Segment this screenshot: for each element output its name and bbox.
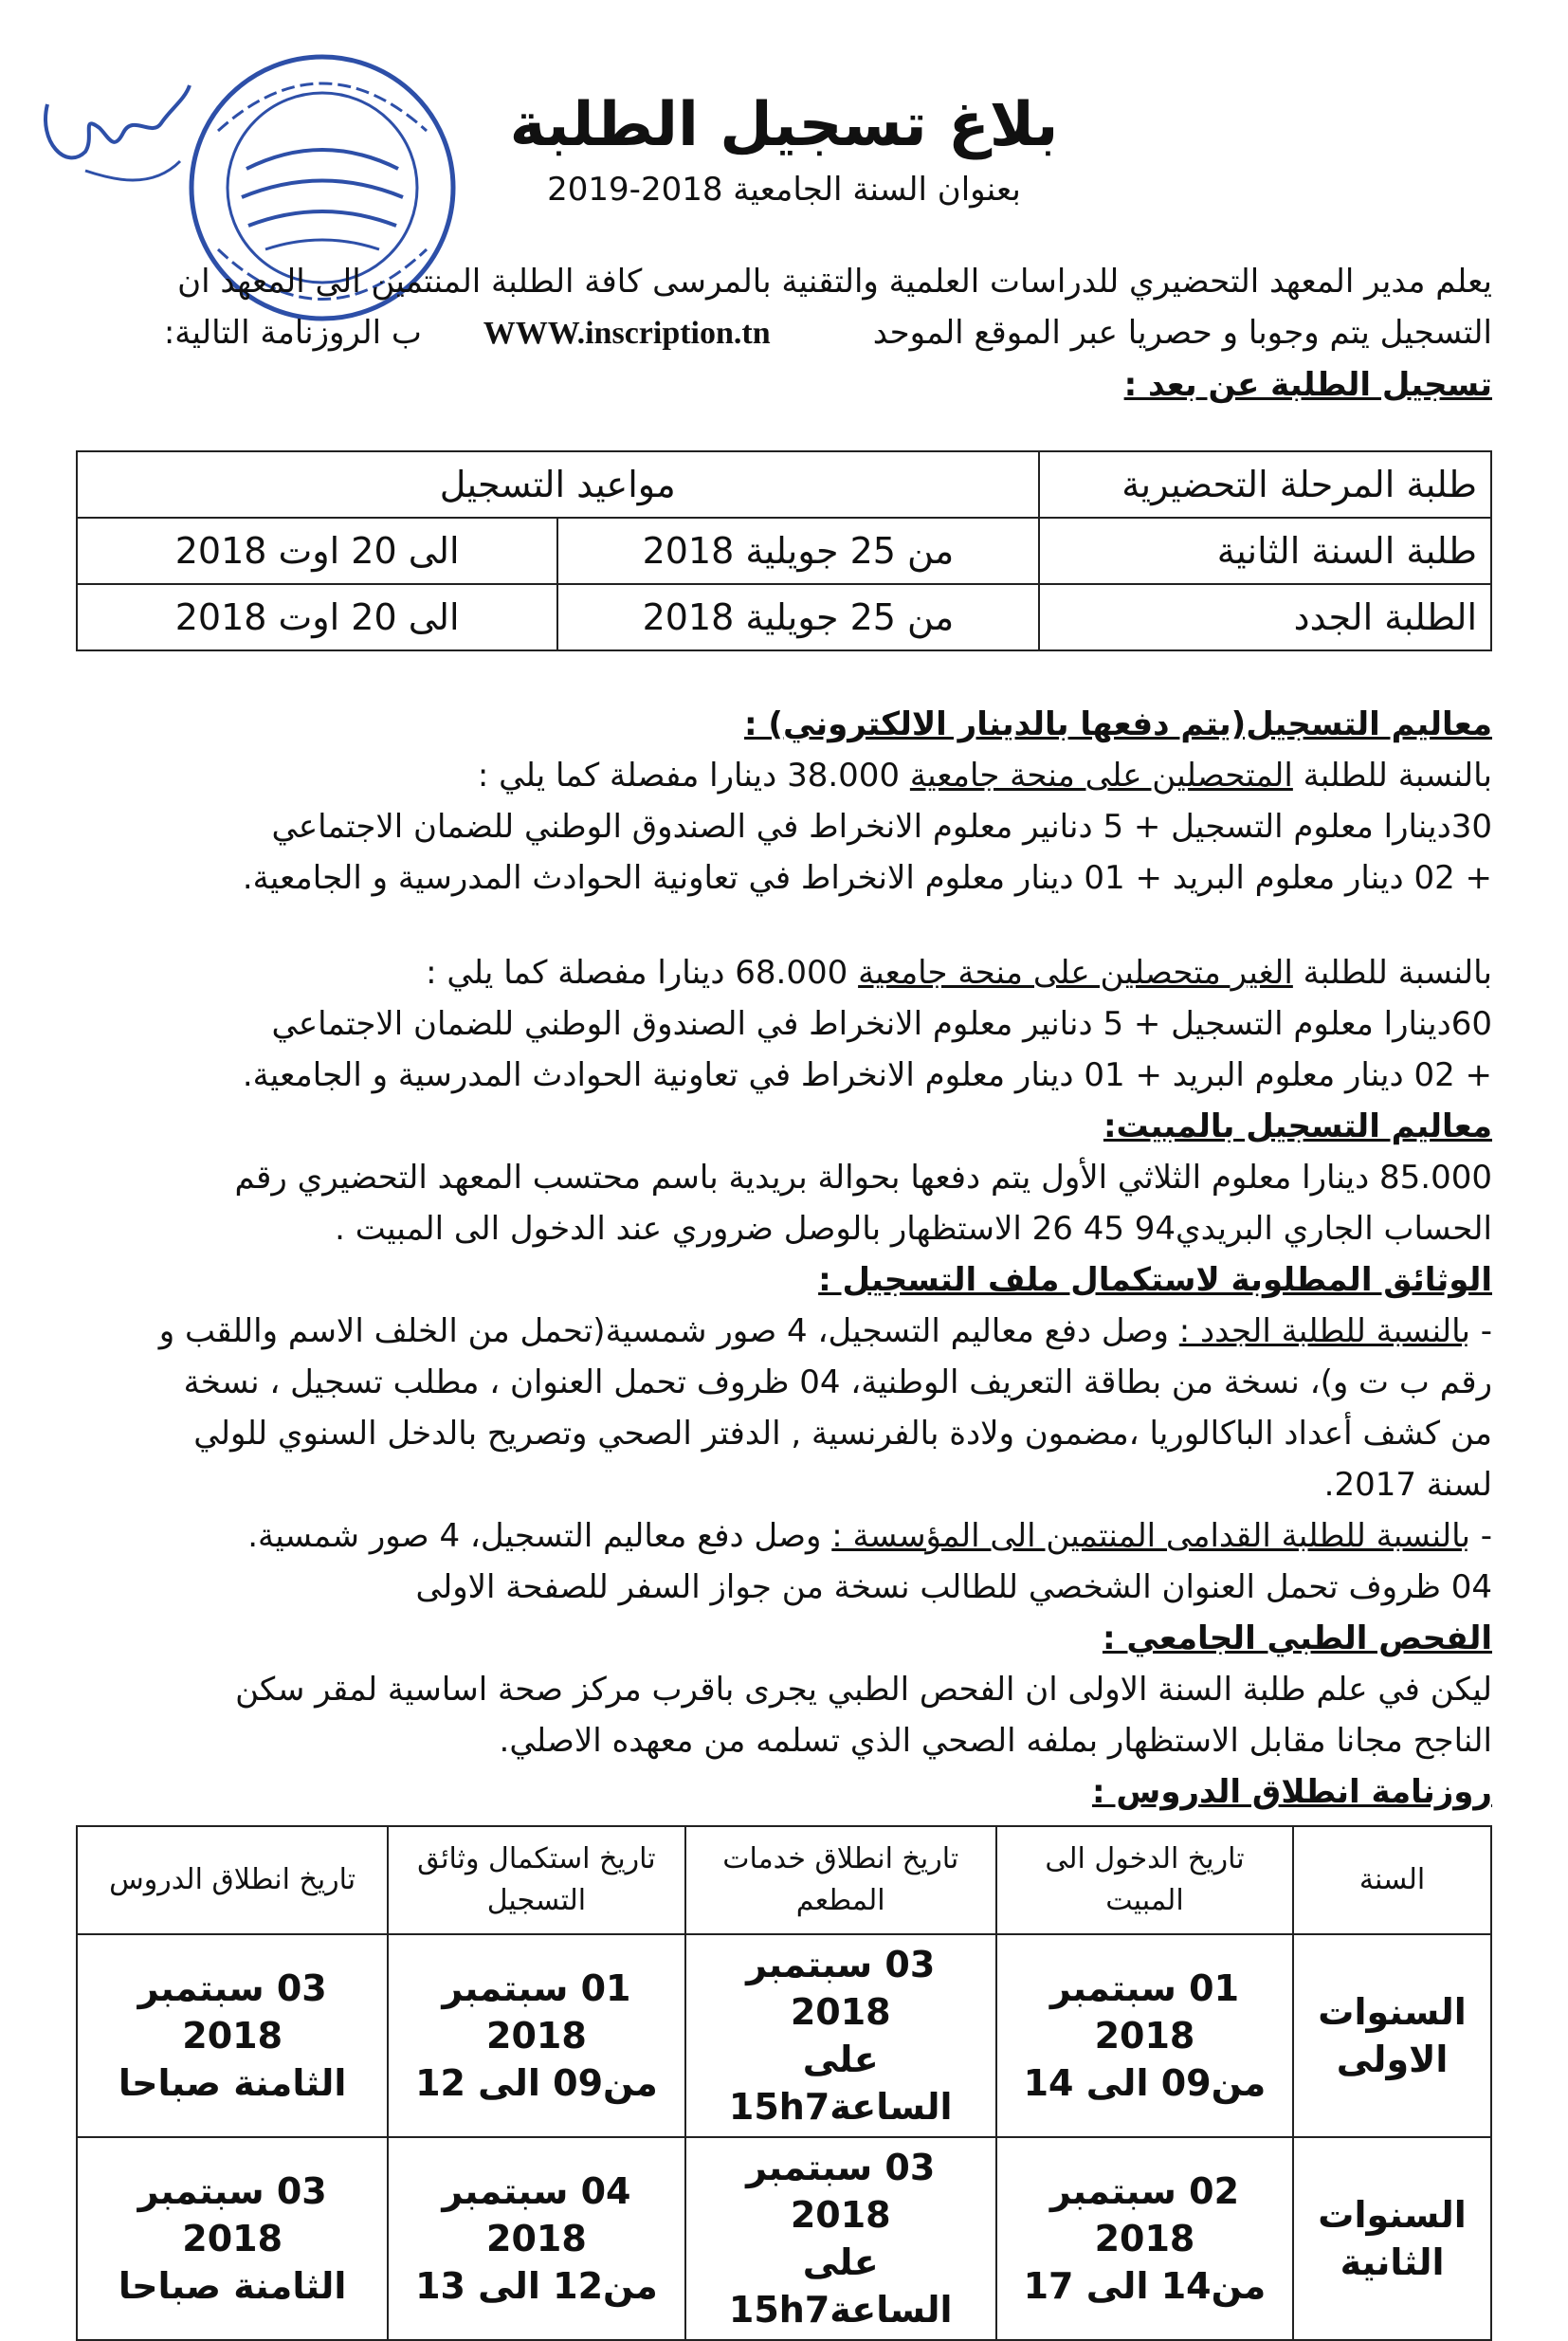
fees-nonscholar-intro xyxy=(76,947,1492,998)
documents-old-label: بالنسبة للطلبة القدامى المنتمين الى المؤسسة : xyxy=(831,1517,1470,1555)
cell-line: 04 سبتمبر 2018 xyxy=(442,2170,631,2259)
fees-nonscholar-line-1: 60دينارا معلوم التسجيل + 5 دنانير معلوم الانخراط في الصندوق الوطني للضمان الاجتماعي xyxy=(271,1005,1492,1043)
fees-heading: معاليم التسجيل(يتم دفعها بالدينار الالكتروني) : xyxy=(744,705,1492,743)
cell-line: من14 الى 17 xyxy=(1023,2265,1267,2307)
table-header-cell: طلبة المرحلة التحضيرية xyxy=(1039,451,1491,518)
document-body xyxy=(76,256,1492,2341)
table-cell: السنوات الاولى xyxy=(1293,1934,1491,2137)
table-header-cell: مواعيد التسجيل xyxy=(77,451,1039,518)
table-cell: الى 20 اوت 2018 xyxy=(77,518,557,584)
cell-line: من09 الى 14 xyxy=(1023,2062,1267,2104)
fees-scholar-intro xyxy=(76,750,1492,801)
page-subtitle: بعنوان السنة الجامعية 2018-2019 xyxy=(547,171,1021,209)
cell-line: الثامنة صباحا xyxy=(118,2062,347,2104)
table-cell: من 25 جويلية 2018 xyxy=(557,584,1038,650)
dorm-fees-heading: معاليم التسجيل بالمبيت: xyxy=(1103,1107,1492,1145)
intro-line-1: يعلم مدير المعهد التحضيري للدراسات العلمية والتقنية بالمرسى كافة الطلبة المنتمين الى المعهد ان xyxy=(177,263,1492,301)
documents-heading: الوثائق المطلوبة لاستكمال ملف التسجيل : xyxy=(818,1261,1492,1299)
cell-line: 02 سبتمبر 2018 xyxy=(1049,2170,1240,2259)
table-cell xyxy=(77,2137,388,2340)
table-header-cell: السنة xyxy=(1293,1826,1491,1934)
medical-line-1: ليكن في علم طلبة السنة الاولى ان الفحص الطبي يجرى باقرب مركز صحة اساسية لمقر سكن xyxy=(235,1671,1492,1709)
table-cell: الطلبة الجدد xyxy=(1039,584,1491,650)
cell-line: 03 سبتمبر 2018 xyxy=(137,2170,327,2259)
medical-heading: الفحص الطبي الجامعي : xyxy=(1102,1619,1492,1657)
cell-line: الثامنة صباحا xyxy=(118,2265,347,2307)
documents-old-line-1: - بالنسبة للطلبة القدامى المنتمين الى المؤسسة : وصل دفع معاليم التسجيل، 4 صور شمسية. xyxy=(247,1517,1492,1555)
documents-new-line-1: - بالنسبة للطلبة الجدد : وصل دفع معاليم التسجيل، 4 صور شمسية(تحمل من الخلف الاسم واللقب و xyxy=(158,1312,1492,1350)
documents-new-line-3: من كشف أعداد الباكالوريا ،مضمون ولادة بالفرنسية , الدفتر الصحي وتصريح بالدخل السنوي للولي xyxy=(193,1415,1492,1453)
table-cell: طلبة السنة الثانية xyxy=(1039,518,1491,584)
cell-line: 03 سبتمبر 2018 xyxy=(746,2147,936,2236)
table-header-cell: تاريخ استكمال وثائق التسجيل xyxy=(388,1826,684,1934)
cell-line: من12 الى 13 xyxy=(415,2265,658,2307)
text-span: وصل دفع معاليم التسجيل، 4 صور شمسية(تحمل من الخلف الاسم واللقب و xyxy=(158,1312,1179,1350)
schedule-heading: روزنامة انطلاق الدروس : xyxy=(1091,1773,1492,1811)
fees-scholar-line-2: + 02 دينار معلوم البريد + 01 دينار معلوم الانخراط في تعاونية الحوادث المدرسية و الجامعية. xyxy=(242,859,1492,897)
table-header-cell: تاريخ انطلاق خدمات المطعم xyxy=(685,1826,996,1934)
cell-line: 03 سبتمبر 2018 xyxy=(137,1967,327,2057)
cell-line: على الساعة15h7 xyxy=(728,2039,953,2128)
table-row xyxy=(77,2137,1491,2340)
documents-new-label: بالنسبة للطلبة الجدد : xyxy=(1178,1312,1470,1350)
table-cell xyxy=(685,1934,996,2137)
table-header-cell: تاريخ الدخول الى المبيت xyxy=(996,1826,1293,1934)
intro-line-2 xyxy=(76,307,1492,359)
table-row xyxy=(77,1934,1491,2137)
table-header-cell: تاريخ انطلاق الدروس xyxy=(77,1826,388,1934)
text-span: بالنسبة للطلبة xyxy=(1292,757,1492,795)
text-span: وصل دفع معاليم التسجيل، 4 صور شمسية. xyxy=(247,1517,832,1555)
table-cell xyxy=(388,2137,684,2340)
intro-line-2-start: التسجيل يتم وجوبا و حصريا عبر الموقع الموحد xyxy=(872,314,1492,352)
documents-new-line-4: لسنة 2017. xyxy=(1323,1466,1492,1504)
table-cell: من 25 جويلية 2018 xyxy=(557,518,1038,584)
page-title: بلاغ تسجيل الطلبة xyxy=(509,90,1059,160)
table-cell xyxy=(996,2137,1293,2340)
remote-registration-heading: تسجيل الطلبة عن بعد : xyxy=(1123,366,1492,404)
table-cell: السنوات الثانية xyxy=(1293,2137,1491,2340)
table-header-row xyxy=(77,1826,1491,1934)
dorm-line-2: الحساب الجاري البريدي94 45 26 الاستظهار بالوصل ضروري عند الدخول الى المبيت . xyxy=(335,1210,1492,1248)
table-cell xyxy=(77,1934,388,2137)
schedule-table xyxy=(76,1825,1492,2341)
cell-line: على الساعة15h7 xyxy=(728,2241,953,2331)
documents-new-line-2: رقم ب ت و)، نسخة من بطاقة التعريف الوطنية، 04 ظروف تحمل العنوان ، مطلب تسجيل ، نسخة xyxy=(183,1363,1492,1401)
registration-dates-table xyxy=(76,450,1492,651)
text-span: 68.000 دينارا مفصلة كما يلي : xyxy=(426,954,859,992)
table-header-row xyxy=(77,451,1491,518)
fees-scholar-line-1: 30دينارا معلوم التسجيل + 5 دنانير معلوم الانخراط في الصندوق الوطني للضمان الاجتماعي xyxy=(271,808,1492,846)
intro-line-2-end: ب الروزنامة التالية: xyxy=(163,314,422,352)
documents-old-line-2: 04 ظروف تحمل العنوان الشخصي للطالب نسخة من جواز السفر للصفحة الاولى xyxy=(415,1568,1492,1606)
table-cell xyxy=(685,2137,996,2340)
website-link[interactable]: WWW.inscription.tn xyxy=(483,316,771,351)
table-row xyxy=(77,518,1491,584)
dorm-line-1: 85.000 دينارا معلوم الثلاثي الأول يتم دفعها بحوالة بريدية باسم محتسب المعهد التحضيري رقم xyxy=(234,1159,1492,1197)
text-span: المتحصلين على منحة جامعية xyxy=(909,757,1293,795)
text-span: 38.000 دينارا مفصلة كما يلي : xyxy=(477,757,910,795)
table-cell xyxy=(388,1934,684,2137)
cell-line: من09 الى 12 xyxy=(415,2062,658,2104)
cell-line: 01 سبتمبر 2018 xyxy=(1049,1967,1240,2057)
cell-line: 01 سبتمبر 2018 xyxy=(442,1967,631,2057)
text-span: الغير متحصلين على منحة جامعية xyxy=(858,954,1293,992)
table-cell: الى 20 اوت 2018 xyxy=(77,584,557,650)
fees-nonscholar-line-2: + 02 دينار معلوم البريد + 01 دينار معلوم الانخراط في تعاونية الحوادث المدرسية و الجامعية. xyxy=(242,1056,1492,1094)
cell-line: 03 سبتمبر 2018 xyxy=(746,1944,936,2033)
text-span: بالنسبة للطلبة xyxy=(1292,954,1492,992)
medical-line-2: الناجح مجانا مقابل الاستظهار بملفه الصحي الذي تسلمه من معهده الاصلي. xyxy=(499,1722,1492,1760)
spacer xyxy=(76,904,1492,947)
table-row xyxy=(77,584,1491,650)
table-cell xyxy=(996,1934,1293,2137)
